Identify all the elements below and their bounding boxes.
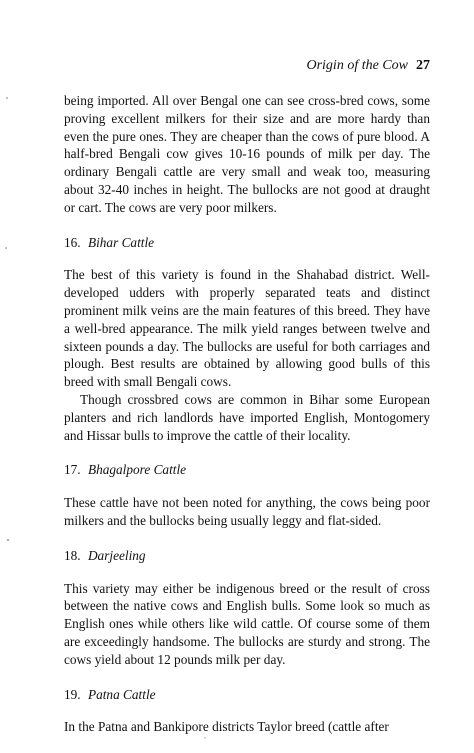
page-number: 27 <box>416 58 430 73</box>
section-paragraph: The best of this variety is found in the Shahabad district. Well-developed udders with properly separated teats and distinct prominent milk veins are the main features of this breed. They have a well-bred appearance. The milk yield ranges between twelve and sixteen pounds a day. The bullocks are useful for both carriages and plough. Best results are obtained by allowing good bulls of this breed with small Bengali cows. <box>64 267 430 390</box>
section-title: Darjeeling <box>87 547 146 563</box>
scan-speck <box>7 539 9 541</box>
section-title: Bhagalpore Cattle <box>87 462 187 478</box>
section-title: Bihar Cattle <box>87 234 155 250</box>
section-number: 18. <box>64 547 81 563</box>
scan-speck <box>5 247 7 249</box>
intro-paragraph: being imported. All over Bengal one can see cross-bred cows, some proving excellent milkers for their size and are more hardy than even the pure ones. They are cheaper than the cows of pure blood. A half-bred Bengali cow gives 10-16 pounds of milk per day. The ordinary Bengali cattle are very small and weak too, measuring about 32-40 inches in height. The bullocks are not good at draught or cart. The cows are very poor milkers. <box>64 93 430 215</box>
section-paragraph: These cattle have not been noted for anything, the cows being poor milkers and the bullocks being usually leggy and flat-sided. <box>64 495 430 528</box>
section-number: 19. <box>64 686 81 702</box>
section-paragraph: This variety may either be indigenous breed or the result of cross between the native cows and English bulls. Some look so much as English ones while others like wild cattle. Of course some of them are exceedingly handsome. The bullocks are sturdy and strong. The cows yield about 12 pounds milk per day. <box>64 580 430 667</box>
section-number: 17. <box>64 462 81 478</box>
running-header-title: Origin of the Cow <box>306 58 408 73</box>
scan-speck <box>6 97 8 99</box>
section-number: 16. <box>64 234 81 250</box>
section-paragraph: Though crossbred cows are common in Bihar some European planters and rich landlords have imported English, Montogomery and Hissar bulls to improve the cattle of their locality. <box>64 391 430 443</box>
scan-speck <box>204 737 205 738</box>
section-title: Patna Cattle <box>87 686 156 702</box>
section-paragraph: In the Patna and Bankipore districts Taylor breed (cattle after <box>64 719 389 735</box>
